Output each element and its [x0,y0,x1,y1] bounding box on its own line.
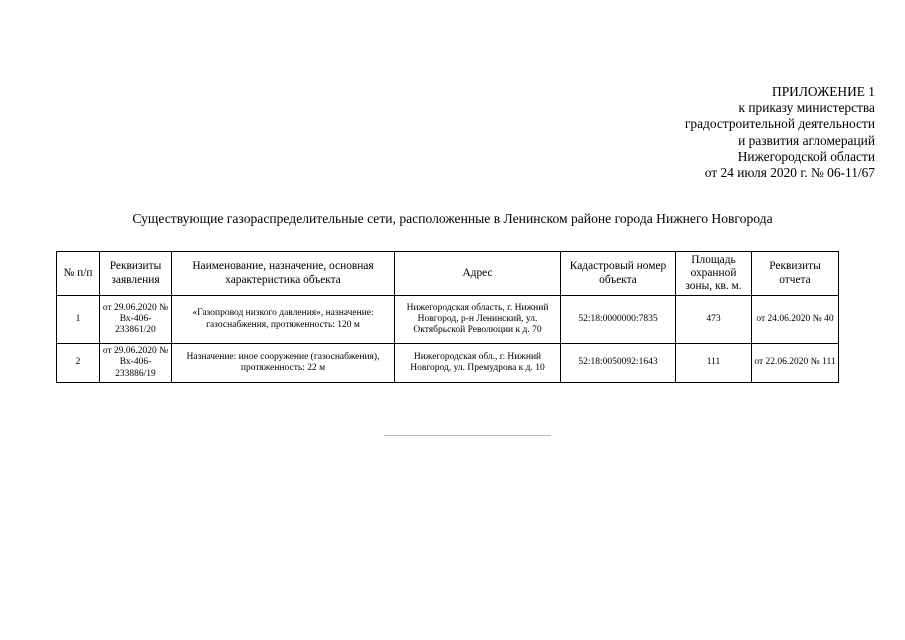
cell-address: Нижегородская область, г. Нижний Новгород, р-н Ленинский, ул. Октябрьской Революции к д. 70 [395,296,561,344]
gas-networks-table [56,251,839,383]
appendix-line: от 24 июля 2020 г. № 06-11/67 [704,165,875,181]
cell-cadastral: 52:18:0050092:1643 [561,344,676,383]
header-cell-object: Наименование, назначение, основная характеристика объекта [172,252,395,296]
cell-area: 473 [676,296,752,344]
appendix-line: ПРИЛОЖЕНИЕ 1 [772,84,875,99]
cell-number: 1 [57,296,100,344]
header-cell-number: № п/п [57,252,100,296]
table-row [57,296,839,344]
cell-area: 111 [676,344,752,383]
cell-report: от 22.06.2020 № 111 [752,344,839,383]
cell-address: Нижегородская обл., г. Нижний Новгород, ул. Премудрова к д. 10 [395,344,561,383]
cell-object: «Газопровод низкого давления», назначение: газоснабжения, протяженность: 120 м [172,296,395,344]
header-cell-area: Площадь охранной зоны, кв. м. [676,252,752,296]
appendix-line: и развития агломераций [738,132,875,148]
appendix-line: градостроительной деятельности [684,116,875,132]
cell-object: Назначение: иное сооружение (газоснабжения), протяженность: 22 м [172,344,395,383]
cell-cadastral: 52:18:0000000:7835 [561,296,676,344]
header-cell-report: Реквизиты отчета [752,252,839,296]
appendix-line: Нижегородской области [737,148,875,164]
appendix-header [685,84,875,181]
cell-report: от 24.06.2020 № 40 [752,296,839,344]
cell-application: от 29.06.2020 № Вх-406-233886/19 [100,344,172,383]
document-title: Существующие газораспределительные сети, расположенные в Ленинском районе города Нижнего Новгорода [132,211,773,226]
separator-line [384,435,551,436]
table-header-row [57,252,839,296]
header-cell-address: Адрес [395,252,561,296]
header-cell-application: Реквизиты заявления [100,252,172,296]
header-cell-cadastral: Кадастровый номер объекта [561,252,676,296]
cell-number: 2 [57,344,100,383]
table-row [57,344,839,383]
appendix-line: к приказу министерства [738,100,875,116]
cell-application: от 29.06.2020 № Вх-406-233861/20 [100,296,172,344]
